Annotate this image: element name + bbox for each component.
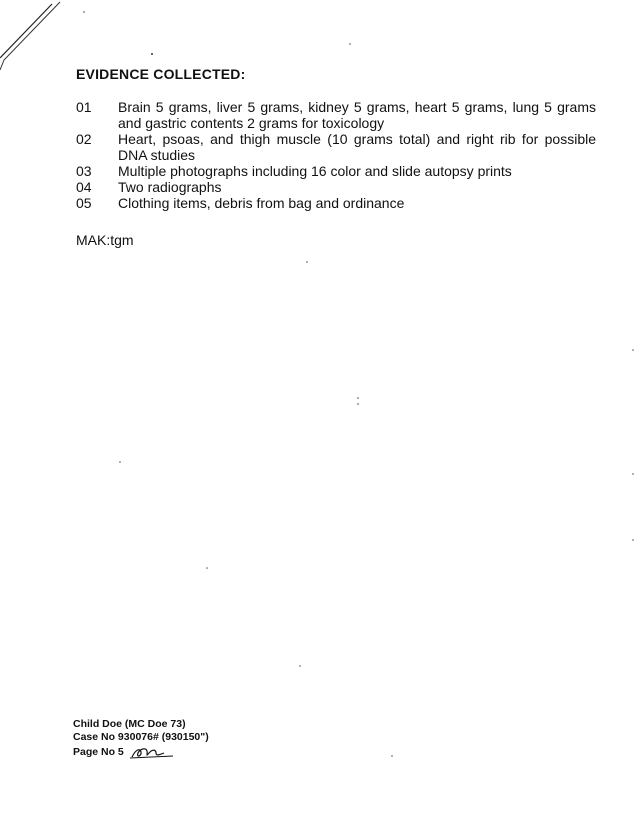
list-item [76, 195, 596, 211]
footer-page-row [73, 744, 209, 760]
item-text: Heart, psoas, and thigh muscle (10 grams total) and right rib for possible DNA studies [118, 131, 596, 163]
typist-initials: MAK:tgm [76, 232, 134, 248]
page-footer [73, 718, 209, 760]
item-text: Two radiographs [118, 179, 222, 195]
footer-page-number: Page No 5 [73, 745, 124, 758]
item-text: Clothing items, debris from bag and ordinance [118, 195, 405, 211]
section-heading: EVIDENCE COLLECTED: [76, 66, 246, 82]
list-item [76, 163, 596, 179]
item-text: Multiple photographs including 16 color and slide autopsy prints [118, 163, 512, 179]
item-number: 01 [76, 99, 92, 115]
footer-case-number: Case No 930076# (930150") [73, 731, 209, 743]
item-text: Brain 5 grams, liver 5 grams, kidney 5 grams, heart 5 grams, lung 5 grams and gastric contents 2 grams for toxicology [118, 99, 596, 131]
handwritten-initials [129, 744, 175, 760]
list-item [76, 131, 596, 163]
item-number: 05 [76, 195, 92, 211]
evidence-list [76, 99, 596, 211]
item-number: 03 [76, 163, 92, 179]
list-item [76, 179, 596, 195]
item-number: 02 [76, 131, 92, 147]
list-item [76, 99, 596, 131]
item-number: 04 [76, 179, 92, 195]
footer-case-name: Child Doe (MC Doe 73) [73, 718, 186, 730]
